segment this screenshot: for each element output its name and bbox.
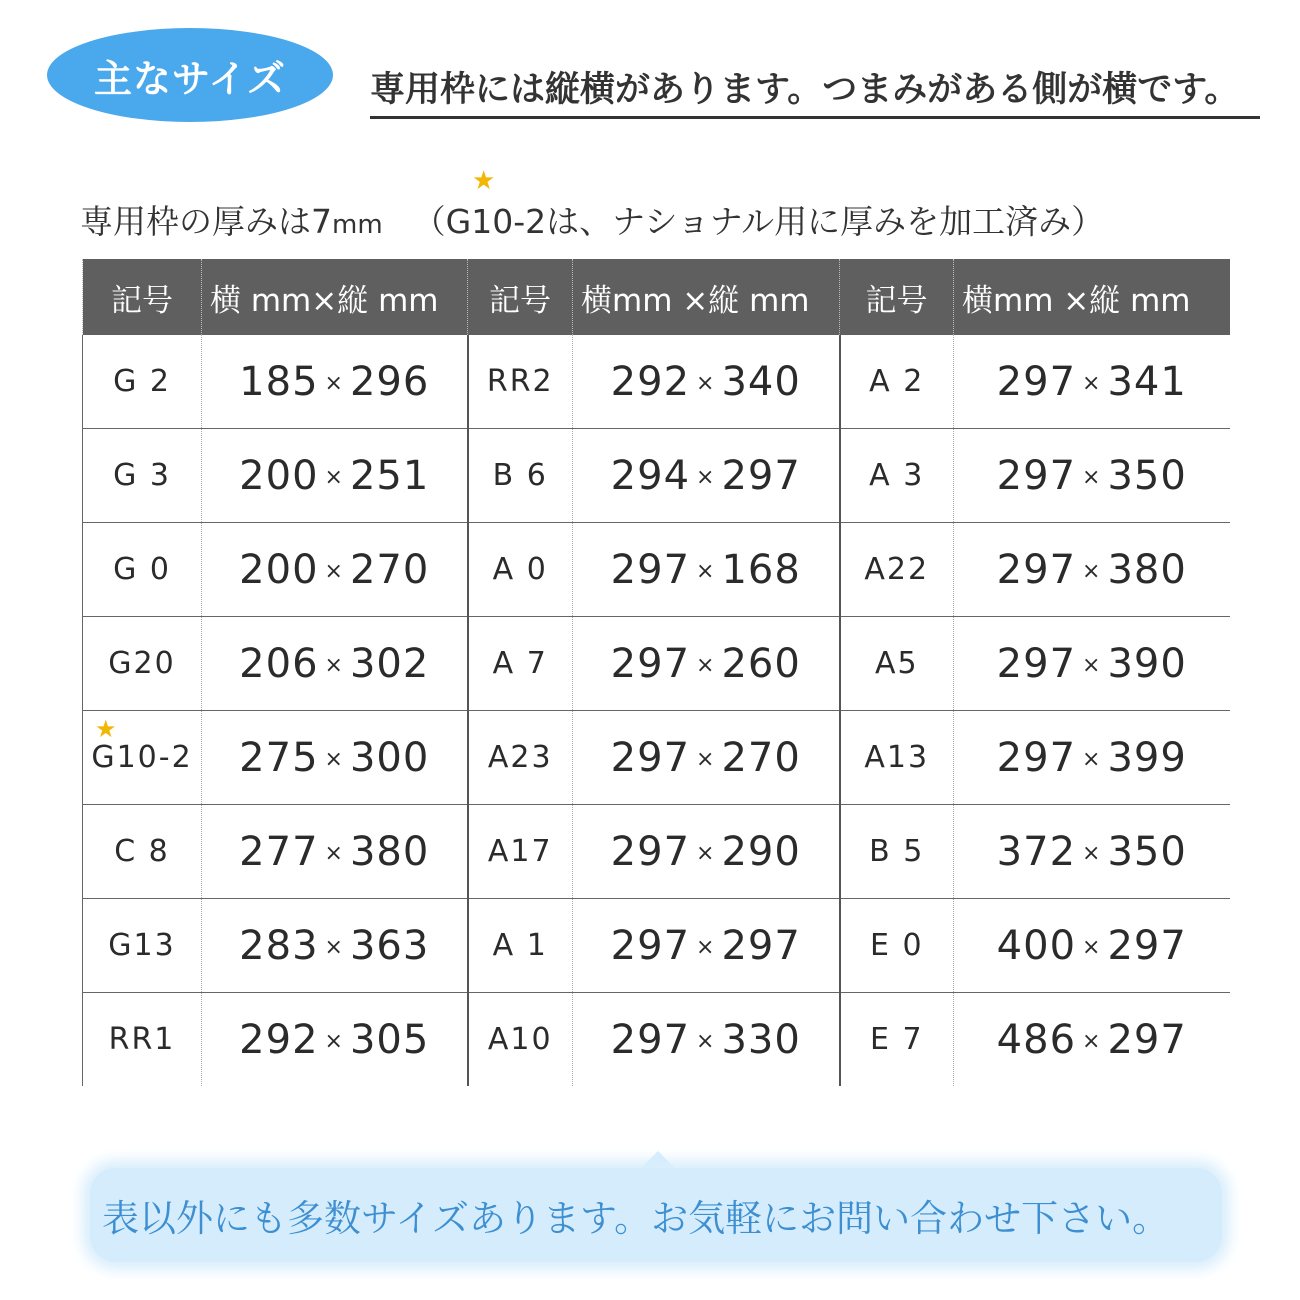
height-value: 296 (349, 358, 430, 405)
width-value: 372 (996, 828, 1077, 875)
table-row (83, 805, 1230, 899)
size-code (83, 711, 202, 805)
size-code (83, 993, 202, 1087)
size-dimensions (954, 899, 1230, 993)
size-code (468, 617, 573, 711)
times-symbol: × (324, 747, 344, 772)
height-value: 399 (1107, 734, 1187, 781)
width-value: 297 (996, 640, 1077, 687)
size-dimensions (954, 617, 1230, 711)
times-symbol: × (1082, 935, 1102, 960)
times-symbol: × (696, 371, 716, 396)
size-code (83, 617, 202, 711)
table-row (83, 899, 1230, 993)
height-value: 350 (1107, 452, 1187, 499)
width-value: 200 (239, 546, 319, 593)
frame-orientation-headline: 専用枠には縦横があります。つまみがある側が横です。 (370, 62, 1260, 119)
height-value: 350 (1107, 828, 1187, 875)
table-row (83, 335, 1230, 429)
times-symbol: × (1082, 841, 1102, 866)
size-code (468, 523, 573, 617)
size-code-label: A17 (487, 834, 553, 869)
size-code-label: A10 (487, 1022, 553, 1057)
times-symbol: × (696, 653, 716, 678)
size-code-label: A 3 (869, 458, 925, 493)
times-symbol: × (1082, 371, 1102, 396)
size-dimensions (573, 993, 840, 1087)
header-dimensions: 横mm ×縦 mm (573, 259, 840, 335)
height-value: 290 (721, 828, 801, 875)
height-value: 260 (721, 640, 801, 687)
star-icon: ★ (95, 715, 119, 743)
size-dimensions (573, 805, 840, 899)
size-dimensions (573, 617, 840, 711)
size-code-label: E 0 (869, 928, 924, 963)
size-dimensions (202, 805, 468, 899)
size-code-label: B 5 (869, 834, 925, 869)
size-dimensions (954, 429, 1230, 523)
size-dimensions (202, 899, 468, 993)
width-value: 292 (239, 1016, 319, 1063)
size-code-label: A 7 (492, 646, 548, 681)
width-value: 400 (996, 922, 1077, 969)
size-code-label: G 0 (113, 552, 171, 587)
star-icon: ★ (472, 166, 496, 196)
frame-size-table (82, 259, 1230, 1086)
size-dimensions (573, 335, 840, 429)
size-dimensions (954, 993, 1230, 1087)
width-value: 297 (610, 546, 691, 593)
inquiry-message: 表以外にも多数サイズあります。お気軽にお問い合わせ下さい。 (102, 1197, 1170, 1240)
table-header-row (83, 259, 1230, 335)
size-code-label: A 1 (492, 928, 548, 963)
height-value: 340 (721, 358, 801, 405)
size-rows (83, 335, 1230, 1086)
size-code-label: B 6 (492, 458, 548, 493)
size-dimensions (202, 335, 468, 429)
table-row (83, 993, 1230, 1087)
width-value: 297 (996, 546, 1077, 593)
width-value: 297 (996, 358, 1077, 405)
size-code-label: A23 (487, 740, 553, 775)
size-code (840, 429, 954, 523)
times-symbol: × (1082, 747, 1102, 772)
table-row (83, 711, 1230, 805)
size-code-label: A22 (864, 552, 930, 587)
size-dimensions (202, 523, 468, 617)
thickness-unit: mm (332, 210, 383, 240)
size-code (468, 805, 573, 899)
size-code-label: A5 (874, 646, 919, 681)
width-value: 297 (610, 922, 691, 969)
height-value: 297 (1107, 922, 1187, 969)
height-value: 305 (349, 1016, 430, 1063)
size-code (83, 335, 202, 429)
height-value: 330 (721, 1016, 801, 1063)
size-code-label: E 7 (869, 1022, 924, 1057)
thickness-note (80, 196, 1104, 243)
height-value: 270 (349, 546, 430, 593)
width-value: 275 (239, 734, 319, 781)
size-code-label: G10-2 (91, 740, 193, 775)
size-code-label: G20 (108, 646, 176, 681)
thickness-label: 専用枠の厚みは7 (80, 202, 332, 241)
size-code (83, 899, 202, 993)
header-dimensions: 横mm ×縦 mm (954, 259, 1230, 335)
times-symbol: × (324, 841, 344, 866)
width-value: 277 (239, 828, 319, 875)
times-symbol: × (324, 1029, 344, 1054)
size-dimensions (954, 711, 1230, 805)
inquiry-speech-bubble (90, 1168, 1222, 1262)
thickness-remark: （G10-2は、ナショナル用に厚みを加工済み） (412, 202, 1105, 241)
table-row (83, 429, 1230, 523)
times-symbol: × (696, 747, 716, 772)
size-dimensions (954, 335, 1230, 429)
size-code (468, 993, 573, 1087)
size-code (840, 711, 954, 805)
width-value: 200 (239, 452, 319, 499)
size-code (83, 429, 202, 523)
size-code (840, 523, 954, 617)
size-code (468, 711, 573, 805)
size-code (840, 335, 954, 429)
table-row (83, 523, 1230, 617)
size-code (468, 335, 573, 429)
size-code (840, 805, 954, 899)
width-value: 297 (610, 828, 691, 875)
width-value: 297 (610, 640, 691, 687)
size-code (468, 429, 573, 523)
height-value: 302 (349, 640, 430, 687)
size-dimensions (954, 805, 1230, 899)
width-value: 185 (239, 358, 319, 405)
size-dimensions (202, 429, 468, 523)
width-value: 283 (239, 922, 319, 969)
times-symbol: × (324, 465, 344, 490)
times-symbol: × (696, 935, 716, 960)
header-code: 記号 (83, 259, 202, 335)
height-value: 297 (721, 452, 801, 499)
times-symbol: × (324, 935, 344, 960)
main-sizes-badge: 主なサイズ (47, 28, 333, 122)
height-value: 380 (1107, 546, 1187, 593)
header-code: 記号 (468, 259, 573, 335)
size-code-label: G 2 (113, 364, 171, 399)
size-dimensions (573, 899, 840, 993)
times-symbol: × (696, 841, 716, 866)
height-value: 251 (349, 452, 430, 499)
times-symbol: × (696, 465, 716, 490)
width-value: 297 (610, 734, 691, 781)
height-value: 363 (349, 922, 430, 969)
size-dimensions (202, 617, 468, 711)
size-code (840, 993, 954, 1087)
width-value: 297 (996, 452, 1077, 499)
width-value: 486 (996, 1016, 1077, 1063)
size-dimensions (202, 711, 468, 805)
times-symbol: × (324, 371, 344, 396)
height-value: 297 (721, 922, 801, 969)
width-value: 292 (610, 358, 691, 405)
size-code-label: G 3 (113, 458, 171, 493)
times-symbol: × (1082, 1029, 1102, 1054)
times-symbol: × (696, 559, 716, 584)
size-dimensions (573, 711, 840, 805)
header-dimensions: 横 mm×縦 mm (202, 259, 468, 335)
size-code-label: A13 (864, 740, 930, 775)
width-value: 206 (239, 640, 319, 687)
size-code (840, 899, 954, 993)
size-code-label: RR2 (486, 364, 554, 399)
times-symbol: × (324, 559, 344, 584)
times-symbol: × (1082, 559, 1102, 584)
size-dimensions (202, 993, 468, 1087)
size-code (468, 899, 573, 993)
times-symbol: × (324, 653, 344, 678)
height-value: 341 (1107, 358, 1187, 405)
header-code: 記号 (840, 259, 954, 335)
size-code-label: C 8 (114, 834, 170, 869)
size-dimensions (954, 523, 1230, 617)
height-value: 390 (1107, 640, 1187, 687)
height-value: 380 (349, 828, 430, 875)
width-value: 297 (610, 1016, 691, 1063)
size-code-label: G13 (108, 928, 176, 963)
width-value: 297 (996, 734, 1077, 781)
size-code-label: A 0 (492, 552, 548, 587)
size-code (840, 617, 954, 711)
table-row (83, 617, 1230, 711)
size-dimensions (573, 429, 840, 523)
height-value: 300 (349, 734, 430, 781)
times-symbol: × (1082, 653, 1102, 678)
height-value: 297 (1107, 1016, 1187, 1063)
height-value: 270 (721, 734, 801, 781)
size-code (83, 805, 202, 899)
width-value: 294 (610, 452, 691, 499)
times-symbol: × (1082, 465, 1102, 490)
size-code-label: A 2 (869, 364, 925, 399)
size-dimensions (573, 523, 840, 617)
size-code-label: RR1 (108, 1022, 176, 1057)
times-symbol: × (696, 1029, 716, 1054)
height-value: 168 (721, 546, 801, 593)
size-code (83, 523, 202, 617)
